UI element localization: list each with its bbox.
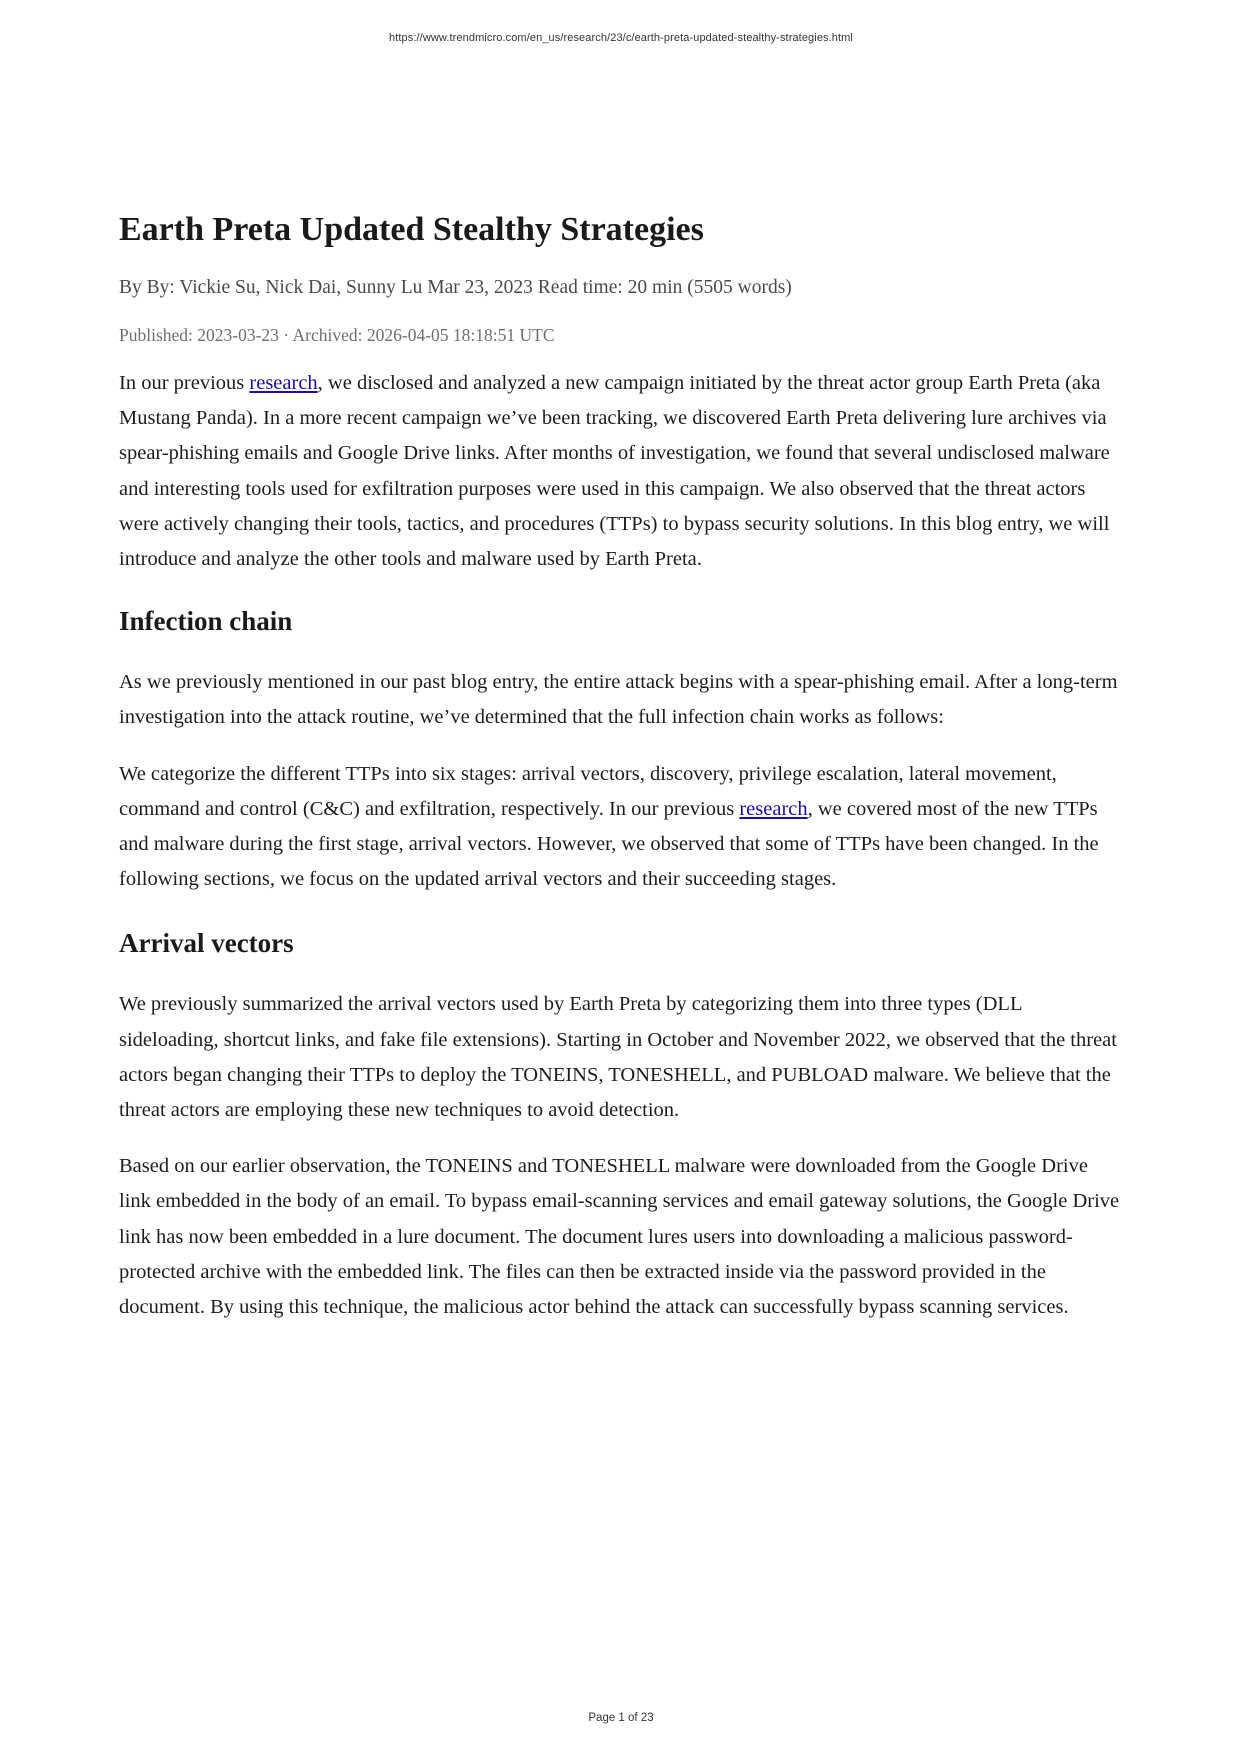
- archive-meta: Published: 2023-03-23 · Archived: 2026-04-05 18:18:51 UTC: [119, 325, 555, 345]
- intro-text-after-link: , we disclosed and analyzed a new campaign initiated by the threat actor group Earth Preta (aka Mustang Panda). In a more recent campaign we’ve been tracking, we discovered Earth Preta delivering lure archives via spear-phishing emails and Google Drive links. After months of investigation, we found that several undisclosed malware and interesting tools used for exfiltration purposes were used in this campaign. We also observed that the threat actors were actively changing their tools, tactics, and procedures (TTPs) to bypass security solutions. In this blog entry, we will introduce and analyze the other tools and malware used by Earth Preta.: [119, 372, 1110, 571]
- infection-text-after-link: , we covered most of the new TTPs and malware during the first stage, arrival vectors. However, we observed that some of TTPs have been changed. In the following sections, we focus on the updated arrival vectors and their succeeding stages.: [119, 797, 1099, 891]
- intro-text-before-link: In our previous: [119, 372, 250, 394]
- page-number-footer: Page 1 of 23: [588, 1712, 654, 1724]
- arrival-paragraph-1: We previously summarized the arrival vectors used by Earth Preta by categorizing them into three types (DLL sideloading, shortcut links, and fake file extensions). Starting in October and November 2022, we observed that the threat actors began changing their TTPs to deploy the TONEINS, TONESHELL, and PUBLOAD malware. We believe that the threat actors are employing these new techniques to avoid detection.: [119, 993, 1117, 1122]
- section-heading-infection-chain: Infection chain: [119, 606, 293, 637]
- infection-paragraph-1: As we previously mentioned in our past blog entry, the entire attack begins with a spear-phishing email. After a long-term investigation into the attack routine, we’ve determined that the full infection chain works as follows:: [119, 671, 1118, 729]
- infection-paragraph-2: [119, 757, 1124, 898]
- article-byline: By By: Vickie Su, Nick Dai, Sunny Lu Mar 23, 2023 Read time: 20 min (5505 words): [119, 277, 792, 298]
- research-link-2[interactable]: research: [739, 797, 808, 820]
- article: [119, 208, 1124, 1325]
- section-heading-arrival-vectors: Arrival vectors: [119, 928, 294, 959]
- page-url-header: https://www.trendmicro.com/en_us/research/23/c/earth-preta-updated-stealthy-strategies.html: [389, 32, 853, 44]
- arrival-paragraph-2: Based on our earlier observation, the TONEINS and TONESHELL malware were downloaded from the Google Drive link embedded in the body of an email. To bypass email-scanning services and email gateway solutions, the Google Drive link has now been embedded in a lure document. The document lures users into downloading a malicious password-protected archive with the embedded link. The files can then be extracted inside via the password provided in the document. By using this technique, the malicious actor behind the attack can successfully bypass scanning services.: [119, 1155, 1120, 1319]
- infection-text-before-link: We categorize the different TTPs into six stages: arrival vectors, discovery, privilege escalation, lateral movement, command and control (C&C) and exfiltration, respectively. In our previous: [119, 762, 1057, 820]
- research-link[interactable]: research: [249, 372, 318, 394]
- intro-paragraph: [119, 366, 1124, 577]
- article-title: Earth Preta Updated Stealthy Strategies: [119, 211, 704, 248]
